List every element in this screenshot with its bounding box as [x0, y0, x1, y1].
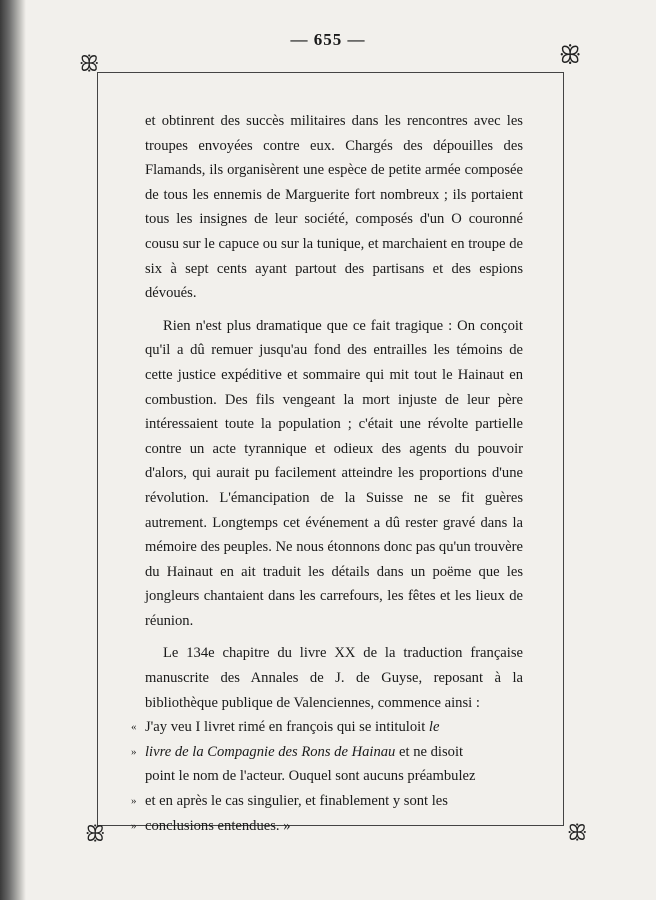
corner-ornament-top-left-icon: ꕥ [79, 52, 100, 77]
quote-line-3: point le nom de l'acteur. Ouquel sont aucuns préambulez [145, 768, 476, 785]
quotation-block [131, 715, 523, 838]
quote-mark: « [131, 721, 137, 734]
quote-line-2: » livre de la Compagnie des Rons de Hainau et ne disoit [145, 740, 523, 765]
paragraph-dramatic: Rien n'est plus dramatique que ce fait tragique : On conçoit qu'il a dû remuer jusqu'au fond des entrailles les témoins de cette justice expéditive et sommaire qui mit tout le Hainaut en combustion. Des fils vengeant la mort injuste de leur père intéressaient toute la population ; c'était une révolte partielle contre un acte tyrannique et odieux des agents du pouvoir d'alors, qui aurait pu facilement atteindre les proportions d'une révolution. L'émancipation de la Suisse ne se fit guères autrement. Longtemps cet événement a dû rester gravé dans la mémoire des peuples. Ne nous étonnons donc pas qu'un trouvère du Hainaut en ait traduit les détails dans un poëme que les jongleurs chantaient dans les carrefours, les fêtes et les lieux de réunion. [145, 317, 523, 629]
quote-line-4: » et en après le cas singulier, et finablement y sont les [145, 789, 523, 814]
quote-line-5: » conclusions entendues. » [145, 814, 523, 839]
paragraph-chapter-reference: Le 134e chapitre du livre XX de la traduction française manuscrite des Annales de J. de Guyse, reposant à la bibliothèque publique de Valenciennes, commence ainsi : [145, 645, 523, 711]
quote-line-1: « J'ay veu I livret rimé en françois qui se intituloit le [145, 715, 523, 740]
body-text [131, 109, 523, 838]
quote-mark: » [131, 819, 137, 832]
quote-mark: » [131, 745, 137, 758]
paragraph-continuation: et obtinrent des succès militaires dans les rencontres avec les troupes envoyées contre eux. Chargés des dépouilles des Flamands, ils organisèrent une espèce de petite armée composée de tous les ennemis de Marguerite fort nombreux ; ils portaient tous les insignes de leur société, composés d'un O couronné cousu sur le capuce ou sur la tunique, et marchaient en troupe de six à sept cents ayant partout des partisans et des espions dévoués. [145, 113, 523, 302]
corner-ornament-bottom-left-icon: ꕥ [85, 822, 106, 847]
quote-close-mark: » [283, 817, 291, 834]
quote-mark: » [131, 795, 137, 808]
book-spine-shadow [0, 0, 26, 900]
corner-ornament-bottom-right-icon: ꕥ [567, 821, 588, 846]
page-number: — 655 — [290, 30, 366, 49]
corner-ornament-top-right-icon: ꕥ [559, 41, 582, 69]
